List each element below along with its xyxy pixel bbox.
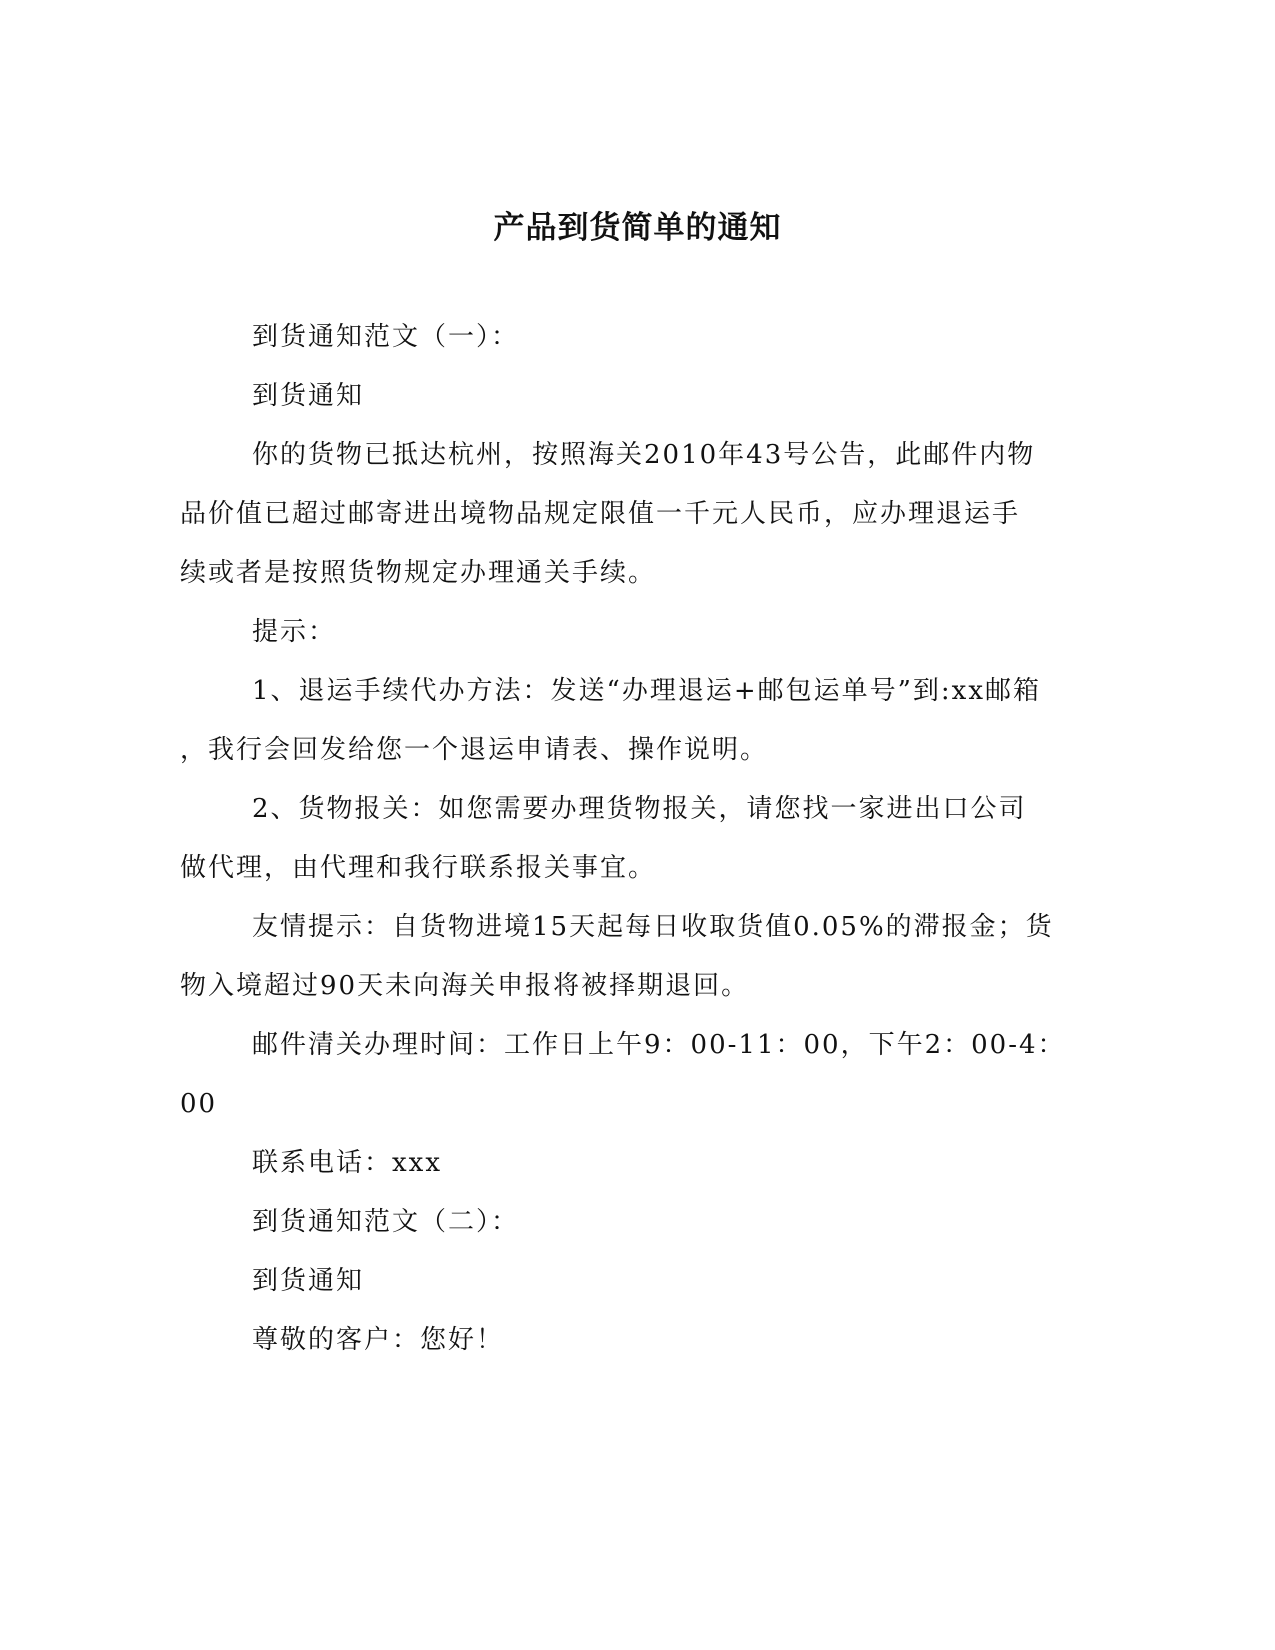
paragraph-line: 做代理，由代理和我行联系报关事宜。 bbox=[180, 853, 657, 883]
contact-phone: 联系电话：xxx bbox=[252, 1148, 442, 1178]
paragraph-line: ，我行会回发给您一个退运申请表、操作说明。 bbox=[180, 735, 769, 765]
paragraph-line: 物入境超过90天未向海关申报将被择期退回。 bbox=[180, 971, 750, 1001]
paragraph-line: 你的货物已抵达杭州，按照海关2010年43号公告，此邮件内物 bbox=[252, 440, 1036, 470]
paragraph-line: 品价值已超过邮寄进出境物品规定限值一千元人民币，应办理退运手 bbox=[180, 499, 1021, 529]
section-heading-1: 到货通知范文（一）： bbox=[252, 322, 520, 352]
paragraph-line: 友情提示：自货物进境15天起每日收取货值0.05%的滞报金；货 bbox=[252, 912, 1054, 942]
greeting: 尊敬的客户：您好！ bbox=[252, 1325, 505, 1355]
tips-heading: 提示： bbox=[252, 617, 337, 647]
notice-heading-2: 到货通知 bbox=[252, 1266, 365, 1296]
document-title: 产品到货简单的通知 bbox=[493, 210, 782, 246]
paragraph-line: 2、货物报关：如您需要办理货物报关，请您找一家进出口公司 bbox=[252, 794, 1027, 824]
notice-heading-1: 到货通知 bbox=[252, 381, 365, 411]
paragraph-line: 续或者是按照货物规定办理通关手续。 bbox=[180, 558, 657, 588]
section-heading-2: 到货通知范文（二）： bbox=[252, 1207, 520, 1237]
paragraph-line: 00 bbox=[180, 1089, 218, 1119]
paragraph-line: 邮件清关办理时间：工作日上午9：00-11：00，下午2：00-4： bbox=[252, 1030, 1066, 1060]
paragraph-line: 1、退运手续代办方法：发送“办理退运+邮包运单号”到:xx邮箱 bbox=[252, 676, 1041, 706]
